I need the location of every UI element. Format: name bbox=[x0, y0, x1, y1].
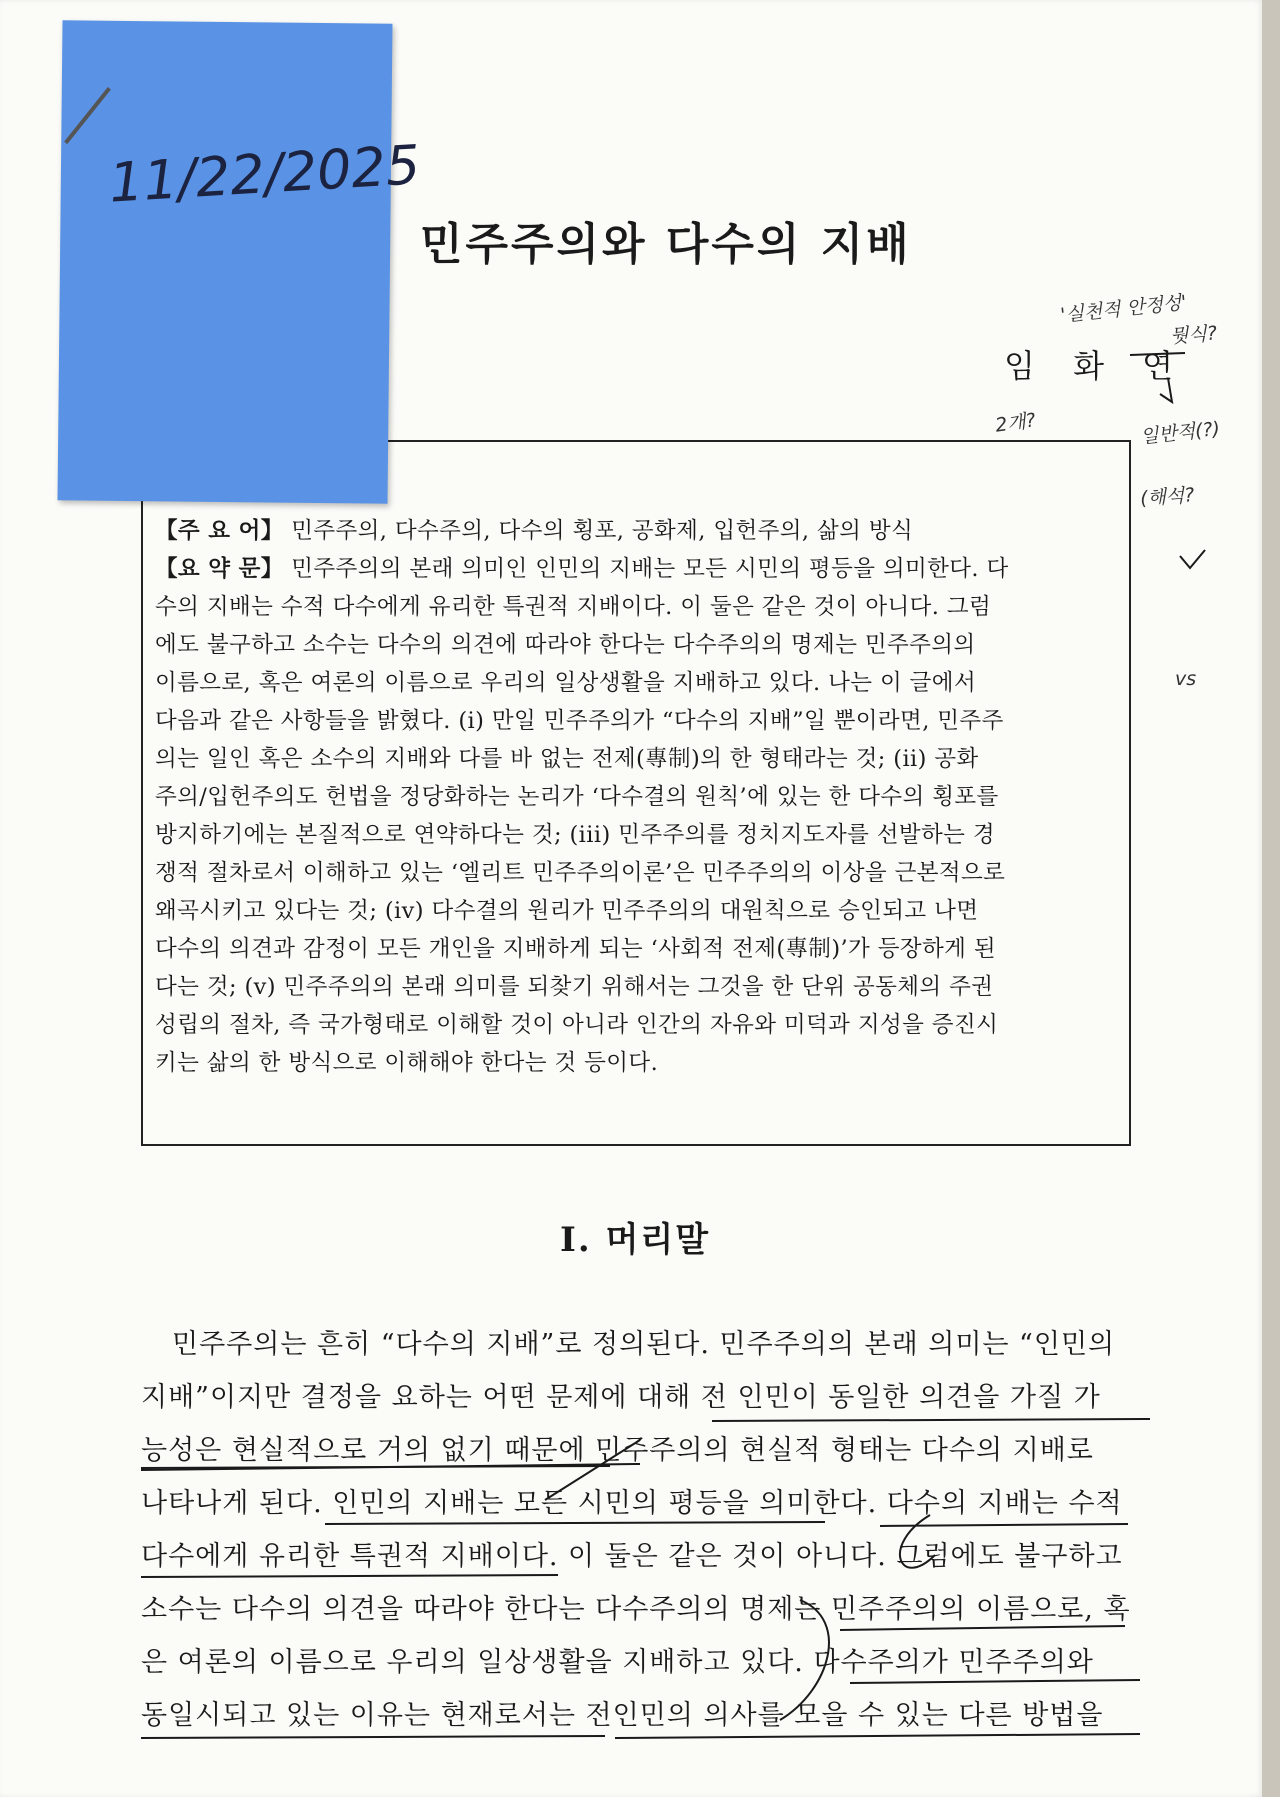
keywords-label: 【주 요 어】 bbox=[155, 518, 284, 544]
summary-line: 성립의 절차, 즉 국가형태로 이해할 것이 아니라 인간의 자유와 미덕과 지성을 증진시 bbox=[155, 1012, 999, 1038]
margin-note: 뭣식? bbox=[1169, 322, 1218, 348]
underline bbox=[1130, 353, 1185, 355]
body-line: 동일시되고 있는 이유는 현재로서는 전인민의 의사를 모을 수 있는 다른 방법을 bbox=[141, 1700, 1104, 1731]
body-line: 나타나게 된다. 인민의 지배는 모든 시민의 평등을 의미한다. 다수의 지배는 수적 bbox=[141, 1488, 1123, 1519]
margin-note: vs bbox=[1175, 668, 1197, 690]
check-mark bbox=[1180, 550, 1205, 568]
underline bbox=[840, 1626, 1125, 1630]
underline bbox=[712, 1419, 1150, 1421]
summary-line: 쟁적 절차로서 이해하고 있는 ‘엘리트 민주주의이론’은 민주주의의 이상을 근본적으로 bbox=[155, 860, 1006, 886]
body-line: 다수에게 유리한 특권적 지배이다. 이 둘은 같은 것이 아니다. 그럼에도 불구하고 bbox=[141, 1541, 1123, 1572]
summary-line: 키는 삶의 한 방식으로 이해해야 한다는 것 등이다. bbox=[155, 1050, 659, 1076]
summary-line: 왜곡시키고 있다는 것; (iv) 다수결의 원리가 민주주의의 대원칙으로 승인되고 나면 bbox=[155, 898, 979, 924]
author-name: 임 화 연 bbox=[1004, 347, 1188, 385]
summary-text: 민주주의의 본래 의미인 인민의 지배는 모든 시민의 평등을 의미한다. 다 bbox=[291, 556, 1009, 582]
sticky-note-date: 11/22/2025 bbox=[107, 133, 422, 215]
body-line: 은 여론의 이름으로 우리의 일상생활을 지배하고 있다. 다수주의가 민주주의와 bbox=[141, 1647, 1094, 1678]
pen-stroke bbox=[545, 1440, 640, 1500]
summary-line: 다수의 의견과 감정이 모든 개인을 지배하게 되는 ‘사회적 전제(專制)’가 등장하게 된 bbox=[155, 936, 996, 962]
margin-note: 일반적(?) bbox=[1139, 417, 1222, 449]
sticky-note bbox=[57, 20, 422, 503]
margin-note: '실천적 안정성' bbox=[1059, 291, 1188, 327]
pen-stroke bbox=[780, 1600, 829, 1720]
margin-note: (해석? bbox=[1139, 484, 1196, 510]
summary-line: 다음과 같은 사항들을 밝혔다. (i) 만일 민주주의가 “다수의 지배”일 뿐이라면, 민주주 bbox=[155, 708, 1004, 734]
summary-line: 이름으로, 혹은 여론의 이름으로 우리의 일상생활을 지배하고 있다. 나는 이 글에서 bbox=[155, 670, 977, 696]
section-heading: I. 머리말 bbox=[560, 1220, 711, 1260]
underline bbox=[325, 1522, 825, 1524]
underline bbox=[141, 1575, 558, 1577]
summary-line: 주의/입헌주의도 헌법을 정당화하는 논리가 ‘다수결의 원칙’에 있는 한 다수의 횡포를 bbox=[155, 784, 999, 810]
summary-line: 의는 일인 혹은 소수의 지배와 다를 바 없는 전제(專制)의 한 형태라는 것; (ii) 공화 bbox=[155, 746, 979, 772]
body-line: 지배”이지만 결정을 요하는 어떤 문제에 대해 전 인민이 동일한 의견을 가질 가 bbox=[141, 1382, 1101, 1413]
underline bbox=[141, 1736, 605, 1738]
keywords-text: 민주주의, 다수주의, 다수의 횡포, 공화제, 입헌주의, 삶의 방식 bbox=[291, 518, 914, 544]
body-line: 능성은 현실적으로 거의 없기 때문에 민주주의의 현실적 형태는 다수의 지배로 bbox=[141, 1435, 1094, 1466]
pen-stroke bbox=[900, 1515, 935, 1568]
underline bbox=[850, 1680, 1140, 1683]
document-title: 민주주의와 다수의 지배 bbox=[420, 219, 912, 270]
summary-label: 【요 약 문】 bbox=[155, 556, 284, 582]
margin-note: 2개? bbox=[993, 409, 1038, 437]
arrow bbox=[1160, 378, 1172, 402]
pin-icon bbox=[64, 87, 111, 144]
summary-line: 다는 것; (v) 민주주의의 본래 의미를 되찾기 위해서는 그것을 한 단위 공동체의 주권 bbox=[155, 974, 994, 1000]
underline bbox=[615, 1734, 1140, 1738]
body-line: 소수는 다수의 의견을 따라야 한다는 다수주의의 명제는 민주주의의 이름으로, 혹 bbox=[141, 1594, 1131, 1625]
summary-line: 방지하기에는 본질적으로 연약하다는 것; (iii) 민주주의를 정치지도자를 선발하는 경 bbox=[155, 822, 995, 848]
body-line: 민주주의는 흔히 “다수의 지배”로 정의된다. 민주주의의 본래 의미는 “인민의 bbox=[172, 1329, 1116, 1360]
summary-line: 에도 불구하고 소수는 다수의 의견에 따라야 한다는 다수주의의 명제는 민주주의의 bbox=[155, 632, 976, 658]
summary-line: 수의 지배는 수적 다수에게 유리한 특권적 지배이다. 이 둘은 같은 것이 아니다. 그럼 bbox=[155, 594, 992, 620]
